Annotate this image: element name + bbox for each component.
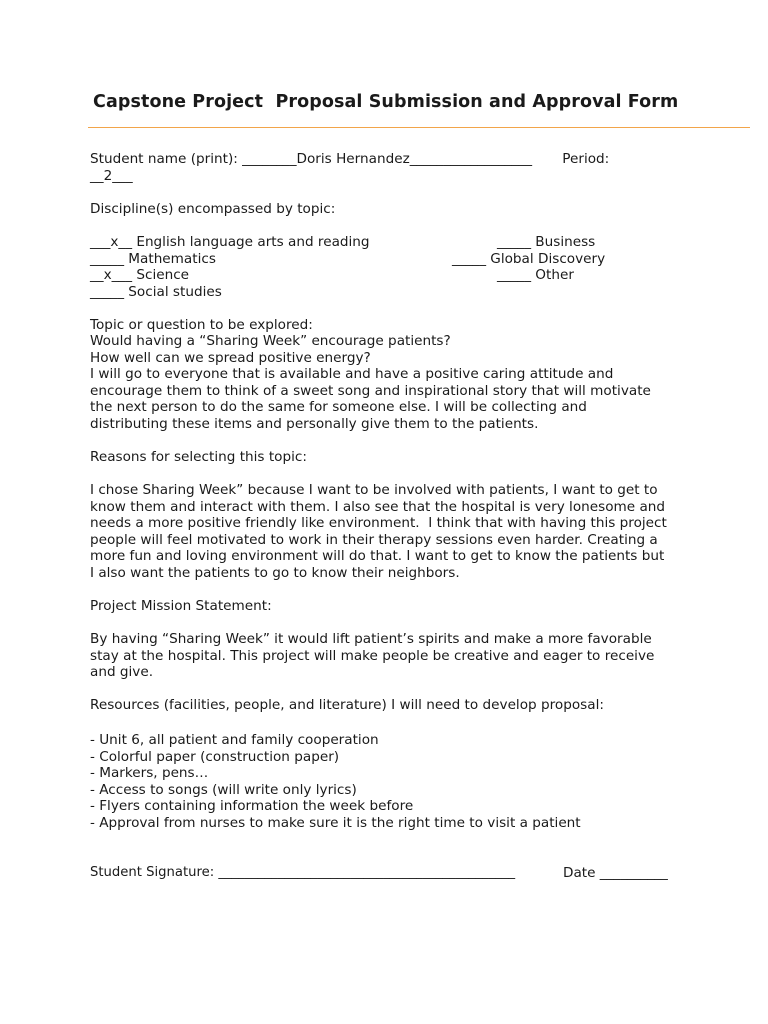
resource-item: - Markers, pens…: [90, 765, 209, 781]
resource-item: - Approval from nurses to make sure it is the right time to visit a patient: [90, 815, 581, 831]
topic-line: Would having a “Sharing Week” encourage patients?: [90, 333, 451, 349]
discipline-item: _____ Global Discovery: [452, 251, 606, 267]
topic-line: I will go to everyone that is available and have a positive caring attitude and: [90, 366, 614, 382]
discipline-item: ___x__ English language arts and reading: [90, 234, 370, 250]
resources-heading: Resources (facilities, people, and literature) I will need to develop proposal:: [90, 697, 604, 713]
resource-item: - Flyers containing information the week before: [90, 798, 414, 814]
disciplines-heading: Discipline(s) encompassed by topic:: [90, 201, 336, 217]
reasons-line: people will feel motivated to work in their therapy sessions even harder. Creating a: [90, 532, 658, 548]
discipline-item: __x___ Science: [90, 267, 190, 283]
mission-line: and give.: [90, 664, 154, 680]
discipline-item: _____ Business: [497, 234, 596, 250]
topic-line: encourage them to think of a sweet song and inspirational story that will motivate: [90, 383, 651, 399]
reasons-heading: Reasons for selecting this topic:: [90, 449, 307, 465]
reasons-line: more fun and loving environment will do that. I want to get to know the patients but: [90, 548, 665, 564]
topic-line: the next person to do the same for someone else. I will be collecting and: [90, 399, 587, 415]
student-name-line: Student name (print): ________Doris Hernandez__________________ Period:: [90, 151, 610, 167]
resource-item: - Access to songs (will write only lyrics): [90, 782, 357, 798]
title-divider: [88, 127, 750, 128]
topic-line: How well can we spread positive energy?: [90, 350, 371, 366]
topic-line: distributing these items and personally give them to the patients.: [90, 416, 539, 432]
topic-heading: Topic or question to be explored:: [90, 317, 313, 333]
discipline-item: _____ Mathematics: [90, 251, 216, 267]
discipline-item: _____ Social studies: [90, 284, 222, 300]
resource-item: - Unit 6, all patient and family cooperation: [90, 732, 379, 748]
mission-line: By having “Sharing Week” it would lift patient’s spirits and make a more favorable: [90, 631, 652, 647]
reasons-line: I chose Sharing Week” because I want to be involved with patients, I want to get to: [90, 482, 658, 498]
student-signature-field: Student Signature: _____________________________________________: [90, 865, 516, 880]
mission-heading: Project Mission Statement:: [90, 598, 272, 614]
mission-line: stay at the hospital. This project will make people be creative and eager to receive: [90, 648, 655, 664]
date-field: Date __________: [563, 865, 668, 881]
discipline-item: _____ Other: [497, 267, 574, 283]
reasons-line: needs a more positive friendly like environment. I think that with having this project: [90, 515, 667, 531]
period-value: __2___: [90, 168, 133, 184]
form-title: Capstone Project Proposal Submission and Approval Form: [93, 92, 679, 112]
reasons-line: know them and interact with them. I also see that the hospital is very lonesome and: [90, 499, 666, 515]
resource-item: - Colorful paper (construction paper): [90, 749, 340, 765]
reasons-line: I also want the patients to go to know their neighbors.: [90, 565, 460, 581]
